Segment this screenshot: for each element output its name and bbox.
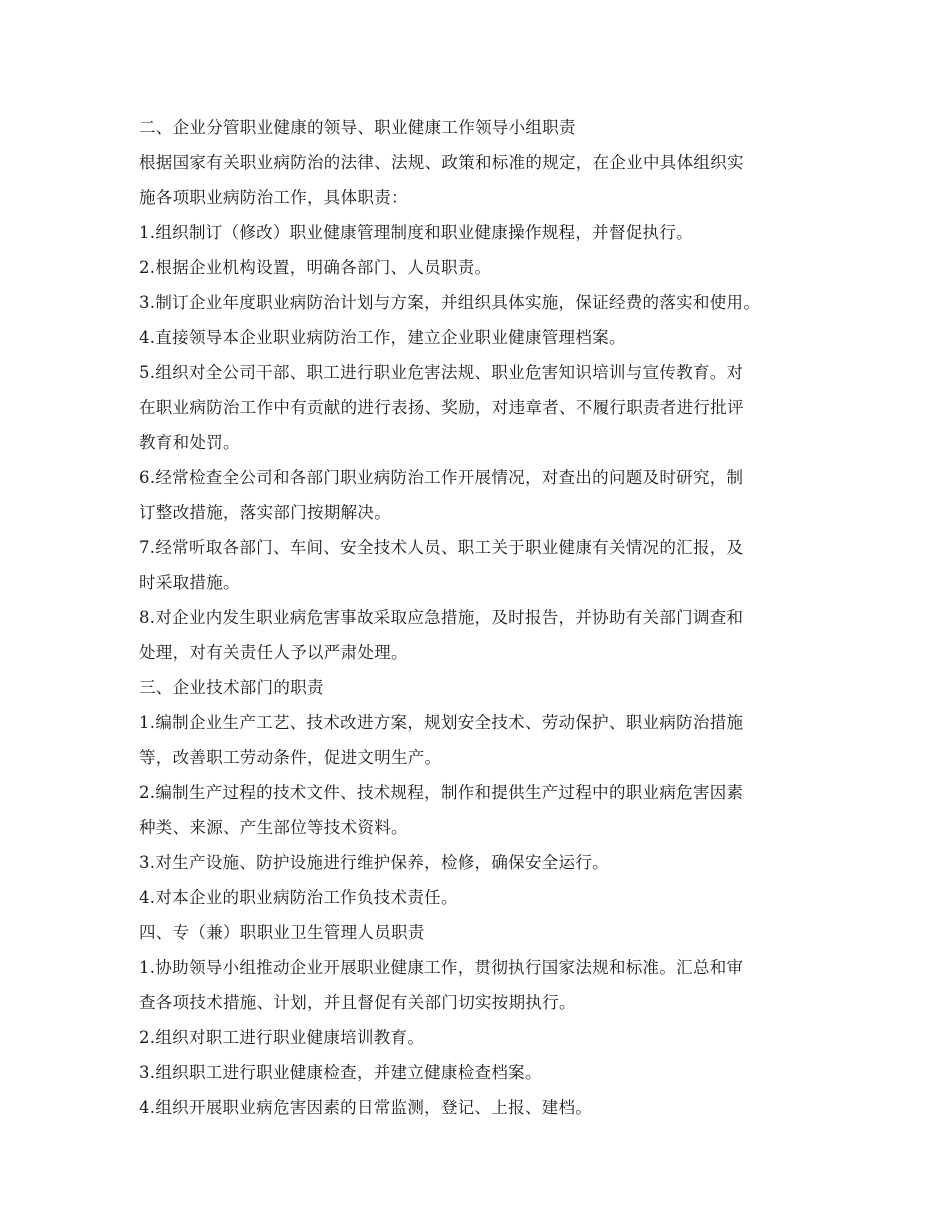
section-heading-3: 三、企业技术部门的职责 <box>139 678 324 697</box>
list-item-line: 3.组织职工进行职业健康检查，并建立健康检查档案。 <box>139 1063 542 1082</box>
section-heading-4: 四、专（兼）职职业卫生管理人员职责 <box>139 923 425 942</box>
list-item-line: 5.组织对全公司干部、职工进行职业危害法规、职业危害知识培训与宣传教育。对 <box>139 363 744 382</box>
list-item-line: 8.对企业内发生职业病危害事故采取应急措施，及时报告，并协助有关部门调查和 <box>139 608 744 627</box>
list-item-line: 6.经常检查全公司和各部门职业病防治工作开展情况，对查出的问题及时研究，制 <box>139 468 744 487</box>
list-item-line: 2.组织对职工进行职业健康培训教育。 <box>139 1028 425 1047</box>
list-item-line: 查各项技术措施、计划，并且督促有关部门切实按期执行。 <box>139 993 576 1012</box>
paragraph-line: 根据国家有关职业病防治的法律、法规、政策和标准的规定，在企业中具体组织实 <box>139 153 744 172</box>
list-item-line: 3.对生产设施、防护设施进行维护保养，检修，确保安全运行。 <box>139 853 609 872</box>
list-item-line: 时采取措施。 <box>139 573 240 592</box>
list-item-line: 1.编制企业生产工艺、技术改进方案，规划安全技术、劳动保护、职业病防治措施 <box>139 713 744 732</box>
list-item-line: 教育和处罚。 <box>139 433 240 452</box>
list-item-line: 4.对本企业的职业病防治工作负技术责任。 <box>139 888 458 907</box>
list-item-line: 1.协助领导小组推动企业开展职业健康工作，贯彻执行国家法规和标准。汇总和审 <box>139 958 744 977</box>
list-item-line: 1.组织制订（修改）职业健康管理制度和职业健康操作规程，并督促执行。 <box>139 223 693 242</box>
list-item-line: 在职业病防治工作中有贡献的进行表扬、奖励，对违章者、不履行职责者进行批评 <box>139 398 744 417</box>
list-item-line: 4.组织开展职业病危害因素的日常监测，登记、上报、建档。 <box>139 1098 593 1117</box>
list-item-line: 2.根据企业机构设置，明确各部门、人员职责。 <box>139 258 492 277</box>
list-item-line: 种类、来源、产生部位等技术资料。 <box>139 818 408 837</box>
section-heading-2: 二、企业分管职业健康的领导、职业健康工作领导小组职责 <box>139 118 576 137</box>
list-item-line: 等，改善职工劳动条件，促进文明生产。 <box>139 748 442 767</box>
list-item-line: 处理，对有关责任人予以严肃处理。 <box>139 643 408 662</box>
list-item-line: 3.制订企业年度职业病防治计划与方案，并组织具体实施，保证经费的落实和使用。 <box>139 293 761 312</box>
list-item-line: 订整改措施，落实部门按期解决。 <box>139 503 391 522</box>
list-item-line: 4.直接领导本企业职业病防治工作，建立企业职业健康管理档案。 <box>139 328 626 347</box>
list-item-line: 7.经常听取各部门、车间、安全技术人员、职工关于职业健康有关情况的汇报，及 <box>139 538 744 557</box>
list-item-line: 2.编制生产过程的技术文件、技术规程，制作和提供生产过程中的职业病危害因素 <box>139 783 744 802</box>
paragraph-line: 施各项职业病防治工作，具体职责： <box>139 188 408 207</box>
